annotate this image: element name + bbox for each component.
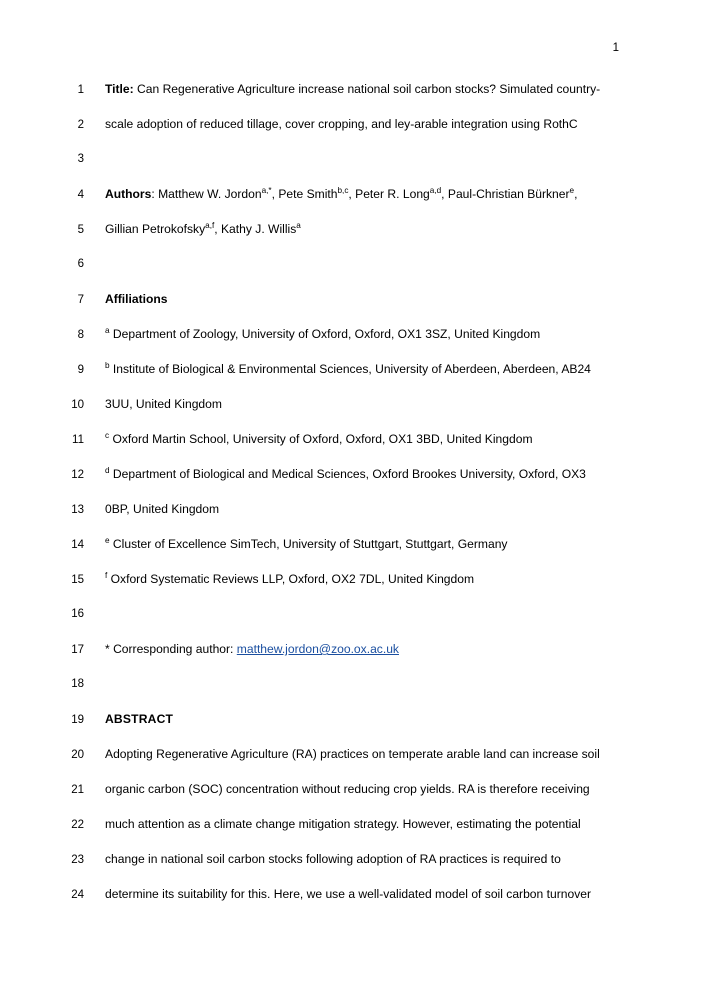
manuscript-line bbox=[52, 710, 642, 745]
line-text: determine its suitability for this. Here, we use a well-validated model of soil carbon turnover bbox=[105, 887, 591, 901]
line-number: 8 bbox=[77, 329, 84, 341]
manuscript-line bbox=[52, 185, 642, 220]
manuscript-line bbox=[52, 395, 642, 430]
line-number: 4 bbox=[77, 189, 84, 201]
manuscript-line bbox=[52, 500, 642, 535]
line-text: $^d$ Department of Biological and Medical Sciences, Oxford Brookes University, Oxford, OX3 bbox=[105, 465, 586, 481]
manuscript-line bbox=[52, 290, 642, 325]
manuscript-line bbox=[52, 605, 642, 640]
line-text: 3UU, United Kingdom bbox=[105, 397, 222, 411]
line-number: 18 bbox=[71, 678, 84, 690]
line-number: 20 bbox=[71, 749, 84, 761]
line-number: 14 bbox=[71, 539, 84, 551]
manuscript-line bbox=[52, 360, 642, 395]
line-number: 10 bbox=[71, 399, 84, 411]
line-number: 7 bbox=[77, 294, 84, 306]
manuscript-line bbox=[52, 430, 642, 465]
line-number: 24 bbox=[71, 889, 84, 901]
line-text: $^e$ Cluster of Excellence SimTech, University of Stuttgart, Stuttgart, Germany bbox=[105, 535, 508, 551]
line-text: organic carbon (SOC) concentration without reducing crop yields. RA is therefore receiving bbox=[105, 782, 590, 796]
line-text: $^a$ Department of Zoology, University of Oxford, Oxford, OX1 3SZ, United Kingdom bbox=[105, 325, 541, 341]
manuscript-line bbox=[52, 815, 642, 850]
line-number: 17 bbox=[71, 644, 84, 656]
line-text: * Corresponding author: matthew.jordon@zoo.ox.ac.uk bbox=[105, 642, 399, 656]
page-number: 1 bbox=[612, 42, 619, 54]
manuscript-line bbox=[52, 570, 642, 605]
manuscript-line bbox=[52, 780, 642, 815]
line-number: 3 bbox=[77, 153, 84, 165]
line-number: 6 bbox=[77, 258, 84, 270]
line-number: 22 bbox=[71, 819, 84, 831]
line-text: Title: Can Regenerative Agriculture increase national soil carbon stocks? Simulated country- bbox=[105, 82, 601, 96]
line-text: Authors: Matthew W. Jordon$^{a,*}$, Pete Smith$^{b,c}$, Peter R. Long$^{a,d}$, Paul-Christian Bürkner$^e$, bbox=[105, 185, 578, 201]
line-number: 23 bbox=[71, 854, 84, 866]
line-text: ABSTRACT bbox=[105, 712, 174, 726]
line-number: 15 bbox=[71, 574, 84, 586]
manuscript-line bbox=[52, 885, 642, 920]
line-number: 13 bbox=[71, 504, 84, 516]
manuscript-line bbox=[52, 150, 642, 185]
manuscript-line bbox=[52, 535, 642, 570]
line-number: 2 bbox=[77, 119, 84, 131]
line-text: Adopting Regenerative Agriculture (RA) practices on temperate arable land can increase soil bbox=[105, 747, 600, 761]
line-text: scale adoption of reduced tillage, cover cropping, and ley-arable integration using RothC bbox=[105, 117, 578, 131]
line-text: much attention as a climate change mitigation strategy. However, estimating the potential bbox=[105, 817, 581, 831]
document-body bbox=[52, 80, 642, 920]
line-text: $^c$ Oxford Martin School, University of Oxford, Oxford, OX1 3BD, United Kingdom bbox=[105, 430, 533, 446]
line-text: change in national soil carbon stocks following adoption of RA practices is required to bbox=[105, 852, 561, 866]
line-number: 21 bbox=[71, 784, 84, 796]
manuscript-line bbox=[52, 745, 642, 780]
manuscript-line bbox=[52, 675, 642, 710]
manuscript-line bbox=[52, 640, 642, 675]
manuscript-line bbox=[52, 850, 642, 885]
manuscript-line bbox=[52, 255, 642, 290]
line-number: 9 bbox=[77, 364, 84, 376]
manuscript-line bbox=[52, 465, 642, 500]
manuscript-line bbox=[52, 220, 642, 255]
line-text: Affiliations bbox=[105, 292, 168, 306]
line-text: $^f$ Oxford Systematic Reviews LLP, Oxford, OX2 7DL, United Kingdom bbox=[105, 570, 475, 586]
line-text: $^b$ Institute of Biological & Environmental Sciences, University of Aberdeen, Aberdeen, AB24 bbox=[105, 360, 591, 376]
manuscript-line bbox=[52, 80, 642, 115]
manuscript-line bbox=[52, 325, 642, 360]
line-number: 16 bbox=[71, 608, 84, 620]
manuscript-line bbox=[52, 115, 642, 150]
line-number: 11 bbox=[72, 434, 84, 446]
line-number: 5 bbox=[77, 224, 84, 236]
line-number: 12 bbox=[71, 469, 84, 481]
line-text: Gillian Petrokofsky$^{a,f}$, Kathy J. Willis$^a$ bbox=[105, 220, 301, 236]
line-number: 19 bbox=[71, 714, 84, 726]
line-number: 1 bbox=[77, 84, 84, 96]
line-text: 0BP, United Kingdom bbox=[105, 502, 220, 516]
